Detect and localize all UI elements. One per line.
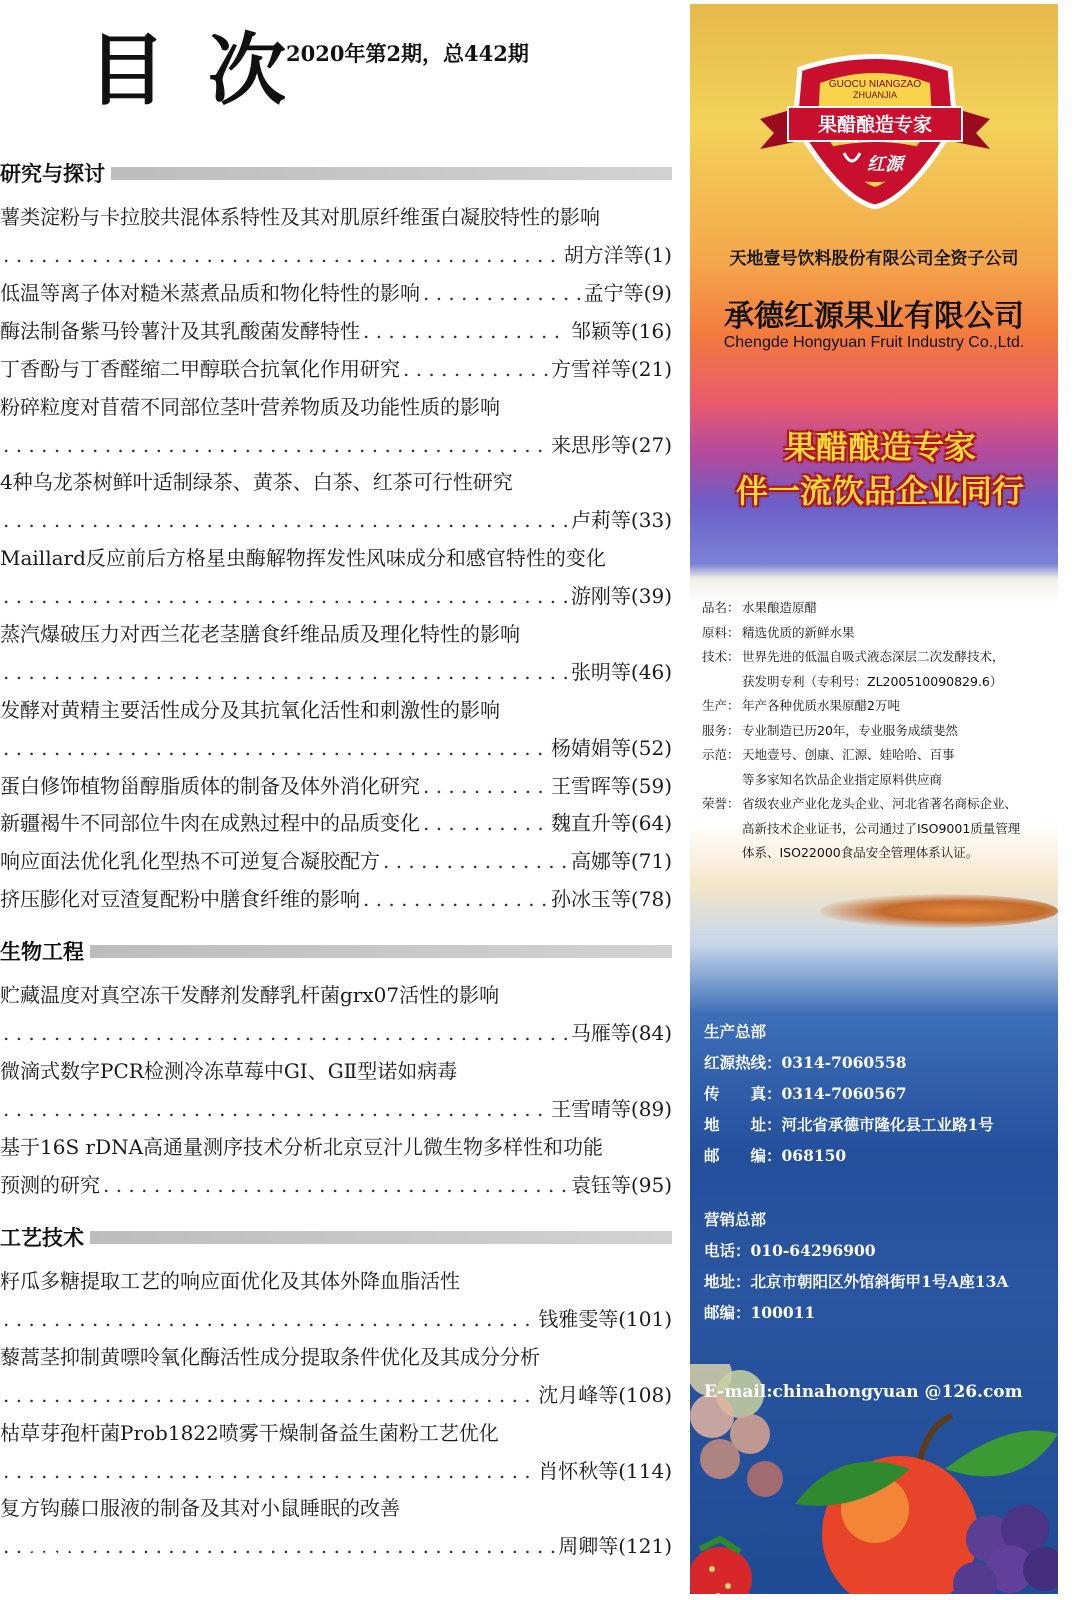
- toc-entry[interactable]: [0, 388, 672, 464]
- entry-author-page: 张明等(46): [570, 659, 672, 684]
- entry-author-page: 肖怀秋等(114): [538, 1458, 672, 1483]
- section-heading-bar: [90, 1231, 672, 1244]
- section-heading-label: 研究与探讨: [0, 158, 111, 188]
- entry-author-page: 孙冰玉等(78): [550, 887, 672, 912]
- info-row: [702, 621, 1054, 646]
- badge-ribbon-text: 果醋酿造专家: [817, 114, 933, 136]
- entry-title-cont: 预测的研究: [0, 1172, 100, 1197]
- dot-leader: [423, 274, 581, 312]
- info-row: [702, 645, 1054, 670]
- info-key: 示范：: [702, 747, 740, 762]
- info-value: 天地壹号、创康、汇源、娃哈哈、百事: [742, 747, 955, 762]
- slogan-line-1: 果醋酿造专家: [783, 428, 976, 466]
- title-char-1: 目: [88, 25, 171, 116]
- info-key: 原料：: [702, 624, 740, 640]
- dot-leader: [363, 880, 548, 918]
- watermark-text: 大数跨境: [42, 1537, 107, 1556]
- toc-entry[interactable]: [0, 1128, 672, 1204]
- toc-entry[interactable]: [0, 691, 672, 767]
- dot-leader: [363, 312, 568, 350]
- entry-author-page: 邹颖等(16): [570, 318, 672, 343]
- entry-author-page: 高娜等(71): [570, 849, 672, 874]
- entry-title: 薯类淀粉与卡拉胶共混体系特性及其对肌原纤维蛋白凝胶特性的影响: [0, 205, 600, 229]
- toc-entry[interactable]: [0, 804, 672, 842]
- info-value: 年产各种优质水果原醋2万吨: [742, 698, 900, 713]
- info-key: 品名：: [702, 600, 740, 615]
- dot-leader: [3, 501, 568, 539]
- entry-author-page: 马雁等(84): [570, 1021, 672, 1045]
- badge-top-text: GUOCU NIANGZAO: [828, 79, 922, 90]
- info-row: [702, 670, 1054, 695]
- info-key: [702, 817, 742, 842]
- info-value: 世界先进的低温自吸式液态深层二次发酵技术，: [742, 649, 1005, 664]
- section-heading: [0, 1220, 672, 1254]
- toc-entry[interactable]: [0, 1262, 672, 1338]
- entry-author-page: 钱雅雯等(101): [538, 1307, 672, 1331]
- info-value: 体系、ISO22000食品安全管理体系认证。: [742, 845, 979, 860]
- toc-entry[interactable]: [0, 615, 672, 691]
- info-key: 生产：: [702, 698, 740, 713]
- entry-title: 籽瓜多糖提取工艺的响应面优化及其体外降血脂活性: [0, 1269, 460, 1293]
- company-name-en: Chengde Hongyuan Fruit Industry Co.,Ltd.: [723, 334, 1025, 351]
- toc-entry[interactable]: [0, 463, 672, 539]
- page-title: [88, 8, 290, 120]
- dot-leader: [423, 804, 548, 842]
- info-key: [702, 841, 742, 866]
- issue-info: 2020年第2期，总442期: [286, 41, 529, 66]
- toc-entry[interactable]: [0, 312, 672, 350]
- section-heading-label: 生物工程: [0, 936, 90, 966]
- title-char-2: 次: [208, 25, 291, 116]
- info-value: 高新技术企业证书，公司通过了ISO9001质量管理: [742, 820, 1021, 836]
- info-row: [702, 719, 1054, 744]
- dot-leader: [3, 1014, 568, 1052]
- entry-author-page: 游刚等(39): [570, 584, 672, 609]
- entry-title: 挤压膨化对豆渣复配粉中膳食纤维的影响: [0, 887, 360, 912]
- info-value: 水果酿造原醋: [742, 600, 818, 615]
- dot-leader: [3, 1376, 535, 1414]
- dot-leader: [103, 1166, 568, 1204]
- dot-leader: [3, 653, 568, 691]
- production-hq-postcode: 邮 编：068150: [704, 1146, 847, 1165]
- entry-author-page: 方雪祥等(21): [550, 356, 672, 381]
- toc-entry[interactable]: [0, 198, 672, 274]
- slogan-line-2: 伴一流饮品企业同行: [735, 472, 1024, 510]
- entry-title: 酶法制备紫马铃薯汁及其乳酸菌发酵特性: [0, 318, 360, 343]
- sales-hq-contact: [704, 1204, 1054, 1328]
- info-row: [702, 817, 1054, 842]
- watermark-logo: [8, 1532, 158, 1560]
- dot-leader: [3, 426, 548, 464]
- sunset-decoration: [820, 894, 1058, 928]
- info-row: [702, 792, 1054, 817]
- info-value: 获发明专利（专利号：ZL200510090829.6）: [742, 673, 1003, 689]
- section-heading-bar: [90, 945, 672, 958]
- dot-leader: [403, 350, 548, 388]
- toc-entry[interactable]: [0, 1414, 672, 1490]
- dot-leader: [383, 842, 568, 880]
- info-value: 专业制造已历20年，专业服务成绩斐然: [742, 722, 958, 738]
- production-hq-fax: 传 真：0314-7060567: [704, 1084, 907, 1103]
- section-heading-label: 工艺技术: [0, 1222, 90, 1252]
- info-row: [702, 694, 1054, 719]
- entry-author-page: 魏直升等(64): [550, 811, 672, 836]
- sales-hq-heading: 营销总部: [704, 1210, 767, 1229]
- product-info-list: [702, 596, 1054, 866]
- entry-author-page: 袁钰等(95): [570, 1172, 672, 1197]
- entry-title: 微滴式数字PCR检测冷冻草莓中GⅠ、GⅡ型诺如病毒: [0, 1058, 458, 1083]
- toc-entry[interactable]: [0, 1338, 672, 1414]
- entry-title: 丁香酚与丁香醛缩二甲醇联合抗氧化作用研究: [0, 356, 400, 381]
- info-key: 荣誉：: [702, 796, 740, 811]
- dot-leader: [3, 729, 548, 767]
- production-hq-address: 地 址：河北省承德市隆化县工业路1号: [704, 1115, 994, 1134]
- entry-author-page: 来思彤等(27): [550, 432, 672, 457]
- entry-title: 发酵对黄精主要活性成分及其抗氧化活性和刺激性的影响: [0, 697, 500, 722]
- dot-leader: [3, 1090, 548, 1128]
- info-key: [702, 670, 742, 695]
- dot-leader: [423, 767, 548, 805]
- toc-entry[interactable]: [0, 1052, 672, 1128]
- info-value: 精选优质的新鲜水果: [742, 624, 855, 640]
- info-key: 技术：: [702, 649, 740, 664]
- company-name-cn: 承德红源果业有限公司: [724, 299, 1024, 334]
- entry-title: 基于16S rDNA高通量测序技术分析北京豆汁儿微生物多样性和功能: [0, 1134, 604, 1159]
- toc-entry[interactable]: [0, 976, 672, 1052]
- production-hq-hotline: 红源热线：0314-7060558: [704, 1053, 907, 1072]
- entry-title: 响应面法优化乳化型热不可逆复合凝胶配方: [0, 849, 380, 874]
- info-row: [702, 768, 1054, 793]
- section-heading: [0, 156, 672, 190]
- toc-entry[interactable]: [0, 350, 672, 388]
- info-row: [702, 841, 1054, 866]
- entry-author-page: 王雪晴等(89): [550, 1096, 672, 1121]
- entry-title: 藜蒿茎抑制黄嘌呤氧化酶活性成分提取条件优化及其成分分析: [0, 1344, 540, 1369]
- production-hq-heading: 生产总部: [704, 1022, 767, 1041]
- info-key: 服务：: [702, 722, 740, 738]
- dot-leader: [3, 577, 568, 615]
- entry-title: 枯草芽孢杆菌Prob1822喷雾干燥制备益生菌粉工艺优化: [0, 1420, 499, 1445]
- entry-title: 新疆褐牛不同部位牛肉在成熟过程中的品质变化: [0, 811, 420, 836]
- section-heading: [0, 934, 672, 968]
- entry-author-page: 杨婧娟等(52): [550, 735, 672, 760]
- parent-company: 天地壹号饮料股份有限公司全资子公司: [729, 249, 1019, 269]
- badge-brand-text: 红源: [867, 154, 903, 175]
- entry-title: 复方钩藤口服液的制备及其对小鼠睡眠的改善: [0, 1496, 400, 1521]
- advertisement-panel: [690, 4, 1058, 1594]
- toc-entry[interactable]: [0, 842, 672, 880]
- entry-author-page: 胡方洋等(1): [563, 243, 672, 267]
- production-hq-contact: [704, 1016, 1054, 1171]
- sales-hq-address: 地址：北京市朝阳区外馆斜街甲1号A座13A: [704, 1272, 1009, 1291]
- contact-email: E-mail:chinahongyuan @126.com: [704, 1382, 1023, 1402]
- entry-title: 4种乌龙茶树鲜叶适制绿茶、黄茶、白茶、红茶可行性研究: [0, 470, 513, 495]
- entry-title: 贮藏温度对真空冻干发酵剂发酵乳杆菌grx07活性的影响: [0, 983, 500, 1007]
- entry-title: 粉碎粒度对苜蓿不同部位茎叶营养物质及功能性质的影响: [0, 394, 500, 419]
- toc-entry[interactable]: [0, 274, 672, 312]
- sales-hq-postcode: 邮编：100011: [704, 1303, 816, 1322]
- toc-entry[interactable]: [0, 539, 672, 615]
- info-row: [702, 743, 1054, 768]
- toc-entry[interactable]: [0, 767, 672, 805]
- info-value: 省级农业产业化龙头企业、河北省著名商标企业、: [742, 796, 1018, 811]
- entry-title: 蒸汽爆破压力对西兰花老茎膳食纤维品质及理化特性的影响: [0, 621, 520, 646]
- dot-leader: [3, 1300, 535, 1338]
- entry-title: 低温等离子体对糙米蒸煮品质和物化特性的影响: [0, 280, 420, 305]
- entry-title: Maillard反应前后方格星虫酶解物挥发性风味成分和感官特性的变化: [0, 546, 606, 571]
- dot-leader: [3, 1452, 535, 1490]
- entry-author-page: 王雪晖等(59): [550, 773, 672, 798]
- section-heading-bar: [111, 167, 672, 180]
- badge-top-text-2: ZHUANJIA: [852, 90, 898, 100]
- entry-author-page: 卢莉等(33): [570, 508, 672, 533]
- info-row: [702, 596, 1054, 621]
- entry-title: 蛋白修饰植物甾醇脂质体的制备及体外消化研究: [0, 773, 420, 798]
- brand-badge-logo: [760, 49, 990, 209]
- entry-author-page: 周卿等(121): [558, 1534, 672, 1559]
- info-key: [702, 768, 742, 793]
- entry-author-page: 沈月峰等(108): [538, 1382, 672, 1407]
- info-value: 等多家知名饮品企业指定原料供应商: [742, 771, 943, 787]
- toc-entry[interactable]: [0, 880, 672, 918]
- sales-hq-phone: 电话：010-64296900: [704, 1241, 876, 1260]
- dot-leader: [3, 236, 561, 274]
- entry-author-page: 孟宁等(9): [583, 280, 672, 305]
